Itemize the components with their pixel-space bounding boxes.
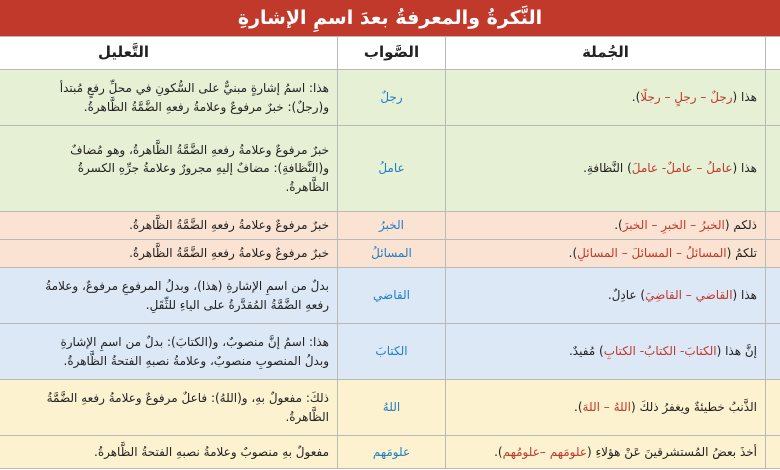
table-row [0,212,780,240]
explanation-cell: هذا: اسمُ إشارةٍ مبنيٌّ على السُّكونِ في محلِّ رفعٍ مُبتدأ و(رجلٌ): خبرٌ مرفوعٌ وعلامةُ رفعهِ الضَّمَّةُ الظَّاهرةُ. [0,70,338,126]
answer-cell: عاملُ [338,126,446,212]
sentence-cell: الذَّنبُ خطيئةٌ ويغفرُ ذلكَ (اللهُ – اللهَ). [446,380,766,436]
table-row [0,70,780,126]
header-sentence: الجُملة [446,37,766,70]
grammar-table [0,36,780,469]
row-number [766,380,780,436]
row-number [766,268,780,324]
options-text: الخبرُ – الخبرِ – الخبرَ [622,218,725,233]
table-row [0,240,780,268]
sentence-cell: أخذَ بعضُ المُستشرقينَ عَنْ هؤلاءِ (علومَهم –علومُهم). [446,436,766,469]
answer-cell: الخبرُ [338,212,446,240]
header-number [766,37,780,70]
answer-cell: علومَهم [338,436,446,469]
table-header-row [0,37,780,70]
explanation-cell: خبرٌ مرفوعٌ وعلامةُ رفعهِ الضَّمَّةُ الظَّاهرةُ، وهو مُضافٌ و(النَّظافةِ): مضافٌ إليهِ مجرورٌ وعلامةُ جرِّهِ الكسرةُ الظَّاهرةُ. [0,126,338,212]
table-row [0,380,780,436]
explanation-cell: هذا: اسمُ إنَّ منصوبٌ، و(الكتابَ): بدلٌ من اسمِ الإشارةِ وبدلُ المنصوبِ منصوبٌ، وعلامةُ نصبهِ الفتحةُ الظَّاهرةُ. [0,324,338,380]
header-answer: الصَّواب [338,37,446,70]
answer-cell: رجلٌ [338,70,446,126]
answer-cell: القاضي [338,268,446,324]
table-row [0,268,780,324]
options-text: اللهُ – اللهَ [582,400,631,415]
row-number [766,70,780,126]
options-text: المسائلُ – المسائلَ – المسائلِ [577,246,727,261]
answer-cell: المسائلُ [338,240,446,268]
page-title: النَّكرةُ والمعرفةُ بعدَ اسمِ الإشارةِ [0,0,780,36]
row-number [766,324,780,380]
row-number [766,212,780,240]
explanation-cell: مفعولٌ بهِ منصوبٌ وعلامةُ نصبهِ الفتحةُ الظَّاهرةُ. [0,436,338,469]
row-number [766,126,780,212]
table-row [0,436,780,469]
options-text: الكتابَ- الكتابُ- الكتابِ [603,344,717,359]
answer-cell: الكتابَ [338,324,446,380]
row-number [766,240,780,268]
table-row [0,126,780,212]
options-text: القاضي – القاضِيَ [645,288,733,303]
sentence-cell: هذا (عاملُ – عاملٌ- عاملَ) النَّظافةِ. [446,126,766,212]
sentence-cell: إنَّ هذا (الكتابَ- الكتابُ- الكتابِ) مُفيدٌ. [446,324,766,380]
explanation-cell: بدلٌ من اسمِ الإشارةِ (هذا)، وبدلُ المرفوعِ مرفوعٌ، وعلامةُ رفعهِ الضَّمَّةُ المُقدَّرةُ على الياءِ للثِّقَلِ. [0,268,338,324]
options-text: علومَهم –علومُهم [502,444,587,459]
answer-cell: اللهُ [338,380,446,436]
explanation-cell: خبرٌ مرفوعٌ وعلامةُ رفعهِ الضَّمَّةُ الظَّاهرةُ. [0,212,338,240]
sentence-cell: تلكمُ (المسائلُ – المسائلَ – المسائلِ). [446,240,766,268]
explanation-cell: ذلكَ: مفعولٌ بهِ، و(اللهُ): فاعلٌ مرفوعٌ وعلامةُ رفعهِ الضَّمَّةُ الظَّاهرةُ. [0,380,338,436]
sentence-cell: ذلكم (الخبرُ – الخبرِ – الخبرَ). [446,212,766,240]
sentence-cell: هذا (القاضي – القاضِيَ) عادِلٌ. [446,268,766,324]
row-number [766,436,780,469]
header-explanation: التَّعليل [0,37,338,70]
sentence-cell: هذا (رجلٌ – رجلٍ – رجلًا). [446,70,766,126]
options-text: عاملُ – عاملٌ- عاملَ [631,161,733,176]
explanation-cell: خبرٌ مرفوعٌ وعلامةُ رفعهِ الضَّمَّةُ الظَّاهرةُ. [0,240,338,268]
table-row [0,324,780,380]
options-text: رجلٌ – رجلٍ – رجلًا [640,90,733,105]
